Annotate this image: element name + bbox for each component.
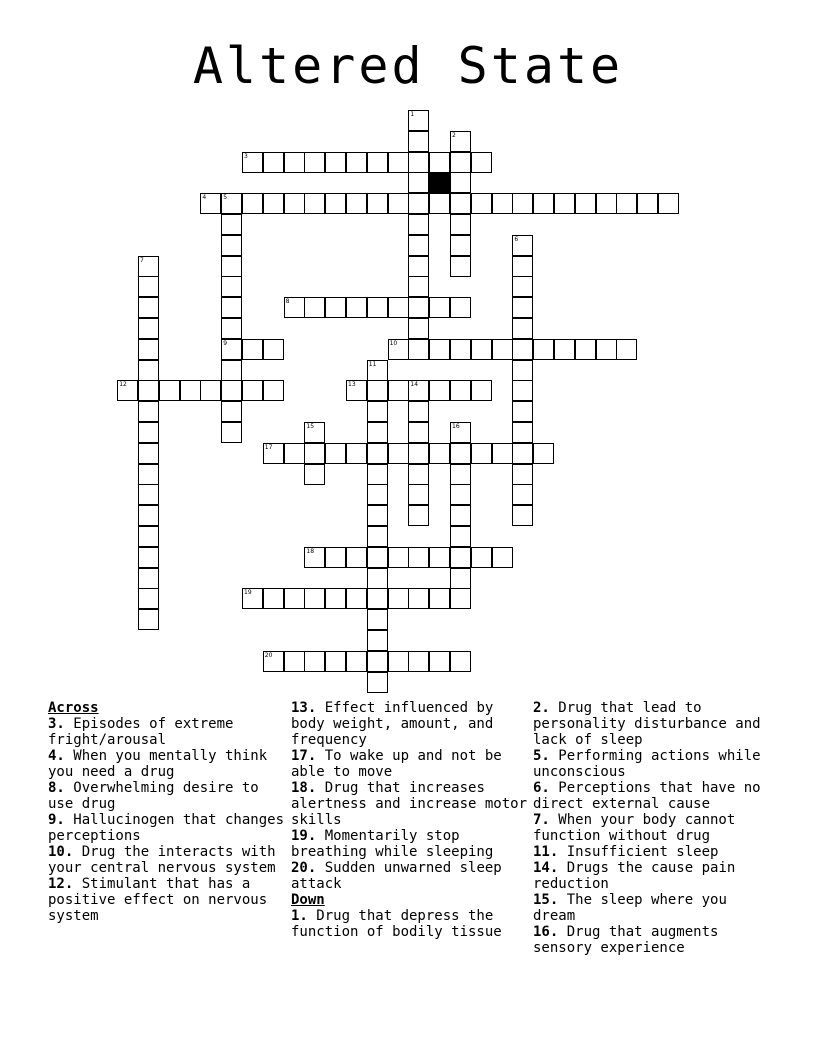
grid-cell[interactable] — [533, 339, 554, 360]
grid-cell[interactable] — [429, 547, 450, 568]
grid-cell[interactable] — [138, 360, 159, 381]
grid-cell[interactable] — [450, 131, 471, 152]
grid-cell[interactable] — [408, 547, 429, 568]
grid-cell[interactable] — [450, 422, 471, 443]
grid-cell[interactable] — [180, 380, 201, 401]
grid-cell[interactable] — [596, 339, 617, 360]
grid-cell[interactable] — [408, 172, 429, 193]
grid-cell[interactable] — [408, 505, 429, 526]
grid-cell[interactable] — [325, 443, 346, 464]
grid-cell[interactable] — [284, 651, 305, 672]
grid-cell[interactable] — [450, 235, 471, 256]
grid-cell[interactable] — [221, 318, 242, 339]
clue-number: 20. — [291, 860, 317, 876]
grid-cell[interactable] — [512, 297, 533, 318]
grid-cell[interactable] — [512, 235, 533, 256]
clue-text: Momentarily stop breathing while sleeping — [291, 828, 494, 860]
clue-number: 7. — [533, 812, 550, 828]
clue-number: 14. — [533, 860, 559, 876]
grid-cell[interactable] — [304, 464, 325, 485]
grid-cell[interactable] — [263, 193, 284, 214]
grid-cell[interactable] — [450, 256, 471, 277]
grid-cell[interactable] — [408, 401, 429, 422]
grid-cell[interactable] — [492, 443, 513, 464]
grid-cell[interactable] — [492, 339, 513, 360]
grid-cell[interactable] — [388, 547, 409, 568]
grid-cell[interactable] — [471, 152, 492, 173]
grid-cell[interactable] — [367, 588, 388, 609]
grid-cell[interactable] — [346, 297, 367, 318]
grid-cell[interactable] — [616, 193, 637, 214]
clue — [533, 780, 773, 812]
clue-number: 10. — [48, 844, 74, 860]
grid-cell[interactable] — [408, 651, 429, 672]
clue-text: Performing actions while unconscious — [533, 748, 761, 780]
grid-cell[interactable] — [367, 193, 388, 214]
clue-text: Drug that increases alertness and increase motor skills — [291, 780, 528, 828]
grid-cell[interactable] — [512, 339, 533, 360]
grid-cell[interactable] — [221, 380, 242, 401]
clue — [291, 700, 527, 748]
grid-cell[interactable] — [408, 464, 429, 485]
grid-cell[interactable] — [346, 380, 367, 401]
clue-text: Effect influenced by body weight, amount, and frequency — [291, 700, 494, 748]
grid-cell[interactable] — [221, 276, 242, 297]
grid-cell[interactable] — [388, 588, 409, 609]
clue-number: 20 — [264, 651, 273, 659]
clue-text: Episodes of extreme fright/arousal — [48, 716, 234, 748]
grid-cell[interactable] — [304, 297, 325, 318]
grid-cell[interactable] — [221, 256, 242, 277]
clue-number: 9. — [48, 812, 65, 828]
grid-cell[interactable] — [325, 588, 346, 609]
grid-cell[interactable] — [263, 588, 284, 609]
grid-cell[interactable] — [492, 193, 513, 214]
grid-cell[interactable] — [367, 609, 388, 630]
grid-cell[interactable] — [450, 339, 471, 360]
grid-cell[interactable] — [408, 110, 429, 131]
grid-cell[interactable] — [450, 547, 471, 568]
clue-number: 19 — [244, 589, 252, 597]
grid-cell[interactable] — [450, 526, 471, 547]
clue-text: Sudden unwarned sleep attack — [291, 860, 502, 892]
grid-cell[interactable] — [408, 276, 429, 297]
grid-cell[interactable] — [346, 547, 367, 568]
grid-cell[interactable] — [138, 380, 159, 401]
clue-number: 11. — [533, 844, 559, 860]
grid-cell[interactable] — [450, 464, 471, 485]
grid-cell[interactable] — [367, 380, 388, 401]
grid-cell[interactable] — [429, 339, 450, 360]
grid-cell[interactable] — [304, 651, 325, 672]
clue-text: Drug that augments sensory experience — [533, 924, 719, 956]
grid-cell[interactable] — [367, 630, 388, 651]
grid-cell[interactable] — [138, 401, 159, 422]
clue-number: 6 — [514, 235, 519, 243]
clue-number: 17 — [264, 443, 273, 451]
grid-cell[interactable] — [138, 609, 159, 630]
clue-text: Insufficient sleep — [558, 844, 719, 860]
clue-number: 4 — [202, 194, 207, 202]
grid-cell[interactable] — [367, 152, 388, 173]
grid-cell[interactable] — [367, 401, 388, 422]
grid-cell[interactable] — [408, 131, 429, 152]
clue-number: 5 — [223, 194, 228, 202]
grid-cell[interactable] — [200, 193, 221, 214]
grid-cell[interactable] — [367, 505, 388, 526]
clue-text: Perceptions that have no direct external cause — [533, 780, 761, 812]
grid-cell[interactable] — [408, 152, 429, 173]
grid-cell[interactable] — [408, 380, 429, 401]
grid-cell[interactable] — [492, 547, 513, 568]
clue-number: 12. — [48, 876, 74, 892]
grid-cell[interactable] — [429, 651, 450, 672]
grid-cell[interactable] — [304, 152, 325, 173]
grid-cell[interactable] — [512, 276, 533, 297]
grid-cell[interactable] — [616, 339, 637, 360]
grid-cell[interactable] — [367, 464, 388, 485]
clue — [48, 876, 284, 924]
grid-cell[interactable] — [284, 152, 305, 173]
grid-cell[interactable] — [450, 505, 471, 526]
clue — [533, 812, 773, 844]
across-clue-list — [48, 716, 284, 924]
grid-cell[interactable] — [450, 380, 471, 401]
grid-cell[interactable] — [284, 588, 305, 609]
clue-number: 17. — [291, 748, 317, 764]
grid-cell[interactable] — [221, 214, 242, 235]
clue-number: 11 — [368, 360, 377, 368]
clue-text: When you mentally think you need a drug — [48, 748, 268, 780]
grid-cell[interactable] — [325, 193, 346, 214]
puzzle-title: Altered State — [192, 37, 624, 95]
grid-cell[interactable] — [138, 568, 159, 589]
grid-cell[interactable] — [512, 256, 533, 277]
grid-cell[interactable] — [450, 568, 471, 589]
grid-cell[interactable] — [263, 443, 284, 464]
clue-number: 2. — [533, 700, 550, 716]
grid-cell[interactable] — [263, 380, 284, 401]
grid-cell[interactable] — [304, 443, 325, 464]
down-header: Down — [291, 892, 325, 908]
clue — [291, 748, 527, 780]
clue-text: The sleep where you dream — [533, 892, 727, 924]
grid-cell[interactable] — [263, 339, 284, 360]
clue-number: 2 — [452, 131, 456, 139]
grid-cell[interactable] — [263, 152, 284, 173]
grid-cell[interactable] — [325, 152, 346, 173]
grid-cell[interactable] — [325, 547, 346, 568]
grid-cell[interactable] — [284, 443, 305, 464]
grid-cell[interactable] — [367, 568, 388, 589]
grid-cell[interactable] — [138, 276, 159, 297]
grid-cell[interactable] — [138, 339, 159, 360]
grid-cell[interactable] — [367, 526, 388, 547]
grid-cell[interactable] — [325, 297, 346, 318]
grid-cell[interactable] — [138, 256, 159, 277]
grid-cell[interactable] — [138, 547, 159, 568]
grid-cell[interactable] — [138, 505, 159, 526]
grid-cell[interactable] — [450, 172, 471, 193]
grid-cell[interactable] — [408, 214, 429, 235]
clue-number: 14 — [410, 381, 419, 389]
clue-text: To wake up and not be able to move — [291, 748, 502, 780]
grid-cell[interactable] — [284, 297, 305, 318]
clues-column-2 — [291, 700, 527, 940]
grid-cell[interactable] — [388, 443, 409, 464]
grid-cell[interactable] — [346, 443, 367, 464]
grid-cell[interactable] — [242, 588, 263, 609]
grid-cell[interactable] — [596, 193, 617, 214]
grid-cell[interactable] — [200, 380, 221, 401]
grid-cell[interactable] — [450, 193, 471, 214]
grid-cell[interactable] — [388, 297, 409, 318]
clue-number: 19. — [291, 828, 317, 844]
clue-number: 5. — [533, 748, 550, 764]
clue-number: 1 — [410, 111, 415, 118]
clue-text: Overwhelming desire to use drug — [48, 780, 259, 812]
grid-cell[interactable] — [637, 193, 658, 214]
grid-cell[interactable] — [367, 443, 388, 464]
clue — [533, 860, 773, 892]
grid-cell[interactable] — [367, 360, 388, 381]
clue-number: 8 — [285, 298, 290, 306]
clue — [48, 780, 284, 812]
clue — [291, 780, 527, 828]
grid-cell[interactable] — [512, 193, 533, 214]
clue — [533, 892, 773, 924]
grid-cell[interactable] — [221, 360, 242, 381]
clue-number: 10 — [389, 339, 398, 347]
grid-cell[interactable] — [242, 193, 263, 214]
grid-cell[interactable] — [367, 672, 388, 693]
clue-number: 7 — [140, 256, 144, 264]
down-clue-list — [291, 908, 527, 940]
clue — [291, 828, 527, 860]
grid-cell[interactable] — [138, 297, 159, 318]
clue-number: 18. — [291, 780, 317, 796]
grid-cell[interactable] — [367, 651, 388, 672]
grid-cell[interactable] — [138, 318, 159, 339]
grid-cell[interactable] — [408, 297, 429, 318]
grid-cell[interactable] — [471, 443, 492, 464]
grid-cell[interactable] — [512, 318, 533, 339]
clue-number: 9 — [223, 339, 228, 347]
clue-text: Drug that lead to personality disturbance and lack of sleep — [533, 700, 761, 748]
grid-cell[interactable] — [512, 443, 533, 464]
grid-cell[interactable] — [388, 152, 409, 173]
grid-cell[interactable] — [284, 193, 305, 214]
grid-cell[interactable] — [388, 651, 409, 672]
clue — [48, 844, 284, 876]
grid-cell[interactable] — [138, 588, 159, 609]
grid-cell[interactable] — [221, 297, 242, 318]
grid-cell[interactable] — [429, 297, 450, 318]
clue-number: 3 — [244, 152, 248, 160]
grid-cell[interactable] — [512, 484, 533, 505]
grid-cell[interactable] — [512, 380, 533, 401]
grid-cell[interactable] — [304, 422, 325, 443]
clue-text: Drug the interacts with your central nervous system — [48, 844, 276, 876]
grid-cell[interactable] — [658, 193, 679, 214]
clues-column-3 — [533, 700, 773, 956]
grid-cell[interactable] — [450, 214, 471, 235]
clue — [48, 812, 284, 844]
clue-text: Drug that depress the function of bodily tissue — [291, 908, 502, 940]
grid-cell[interactable] — [450, 152, 471, 173]
grid-cell[interactable] — [408, 235, 429, 256]
clues-column-1 — [48, 700, 284, 924]
grid-cell[interactable] — [346, 651, 367, 672]
down-clue-list-cont — [533, 700, 773, 956]
clue-number: 16. — [533, 924, 559, 940]
clue — [533, 748, 773, 780]
grid-cell[interactable] — [304, 547, 325, 568]
grid-cell[interactable] — [575, 193, 596, 214]
grid-cell[interactable] — [512, 464, 533, 485]
grid-cell[interactable] — [450, 588, 471, 609]
grid-cell[interactable] — [575, 339, 596, 360]
grid-cell[interactable] — [304, 193, 325, 214]
grid-cell[interactable] — [450, 484, 471, 505]
grid-cell[interactable] — [554, 193, 575, 214]
grid-cell[interactable] — [512, 360, 533, 381]
grid-cell[interactable] — [304, 588, 325, 609]
black-cell — [429, 172, 450, 193]
clue-number: 18 — [306, 547, 315, 555]
grid-cell[interactable] — [367, 422, 388, 443]
clue — [48, 716, 284, 748]
grid-cell[interactable] — [471, 380, 492, 401]
grid-cell[interactable] — [138, 484, 159, 505]
grid-cell[interactable] — [512, 422, 533, 443]
grid-cell[interactable] — [221, 339, 242, 360]
grid-cell[interactable] — [408, 318, 429, 339]
grid-cell[interactable] — [221, 422, 242, 443]
clue-text: Drugs the cause pain reduction — [533, 860, 736, 892]
grid-cell[interactable] — [221, 401, 242, 422]
grid-cell[interactable] — [388, 339, 409, 360]
grid-cell[interactable] — [429, 193, 450, 214]
grid-cell[interactable] — [367, 547, 388, 568]
grid-cell[interactable] — [242, 380, 263, 401]
grid-cell[interactable] — [138, 422, 159, 443]
grid-cell[interactable] — [408, 339, 429, 360]
clue-number: 15 — [306, 423, 315, 430]
across-clue-list-cont — [291, 700, 527, 892]
grid-cell[interactable] — [388, 380, 409, 401]
grid-cell[interactable] — [471, 193, 492, 214]
grid-cell[interactable] — [138, 464, 159, 485]
clue — [533, 844, 773, 860]
grid-cell[interactable] — [533, 443, 554, 464]
grid-cell[interactable] — [554, 339, 575, 360]
grid-cell[interactable] — [388, 193, 409, 214]
clue-number: 16 — [452, 423, 460, 430]
grid-cell[interactable] — [471, 339, 492, 360]
clue-text: Stimulant that has a positive effect on nervous system — [48, 876, 268, 924]
grid-cell[interactable] — [408, 443, 429, 464]
grid-cell[interactable] — [408, 588, 429, 609]
grid-cell[interactable] — [408, 193, 429, 214]
clue-number: 6. — [533, 780, 550, 796]
grid-cell[interactable] — [429, 588, 450, 609]
grid-cell[interactable] — [367, 297, 388, 318]
grid-cell[interactable] — [346, 193, 367, 214]
clue-number: 4. — [48, 748, 65, 764]
grid-cell[interactable] — [408, 256, 429, 277]
clue-number: 3. — [48, 716, 65, 732]
grid-cell[interactable] — [429, 152, 450, 173]
grid-cell[interactable] — [512, 401, 533, 422]
clue — [48, 748, 284, 780]
grid-cell[interactable] — [450, 297, 471, 318]
grid-cell[interactable] — [221, 193, 242, 214]
grid-cell[interactable] — [159, 380, 180, 401]
grid-cell[interactable] — [138, 443, 159, 464]
grid-cell[interactable] — [450, 651, 471, 672]
clue-number: 8. — [48, 780, 65, 796]
clue-number: 13. — [291, 700, 317, 716]
grid-cell[interactable] — [117, 380, 138, 401]
grid-cell[interactable] — [346, 588, 367, 609]
across-header: Across — [48, 700, 99, 716]
clue-number: 13 — [348, 381, 356, 389]
grid-cell[interactable] — [242, 152, 263, 173]
grid-cell[interactable] — [242, 339, 263, 360]
grid-cell[interactable] — [346, 152, 367, 173]
grid-cell[interactable] — [138, 526, 159, 547]
clue — [291, 860, 527, 892]
grid-cell[interactable] — [450, 443, 471, 464]
clue-text: When your body cannot function without drug — [533, 812, 736, 844]
clue-number: 15. — [533, 892, 559, 908]
grid-cell[interactable] — [408, 422, 429, 443]
clue — [291, 908, 527, 940]
grid-cell[interactable] — [429, 443, 450, 464]
grid-cell[interactable] — [325, 651, 346, 672]
clue-number: 1. — [291, 908, 308, 924]
grid-cell[interactable] — [512, 505, 533, 526]
clue-number: 12 — [119, 381, 127, 389]
grid-cell[interactable] — [263, 651, 284, 672]
grid-cell[interactable] — [429, 380, 450, 401]
clue — [533, 700, 773, 748]
clue — [533, 924, 773, 956]
grid-cell[interactable] — [367, 484, 388, 505]
grid-cell[interactable] — [533, 193, 554, 214]
grid-cell[interactable] — [408, 484, 429, 505]
clue-text: Hallucinogen that changes perceptions — [48, 812, 285, 844]
grid-cell[interactable] — [221, 235, 242, 256]
grid-cell[interactable] — [471, 547, 492, 568]
